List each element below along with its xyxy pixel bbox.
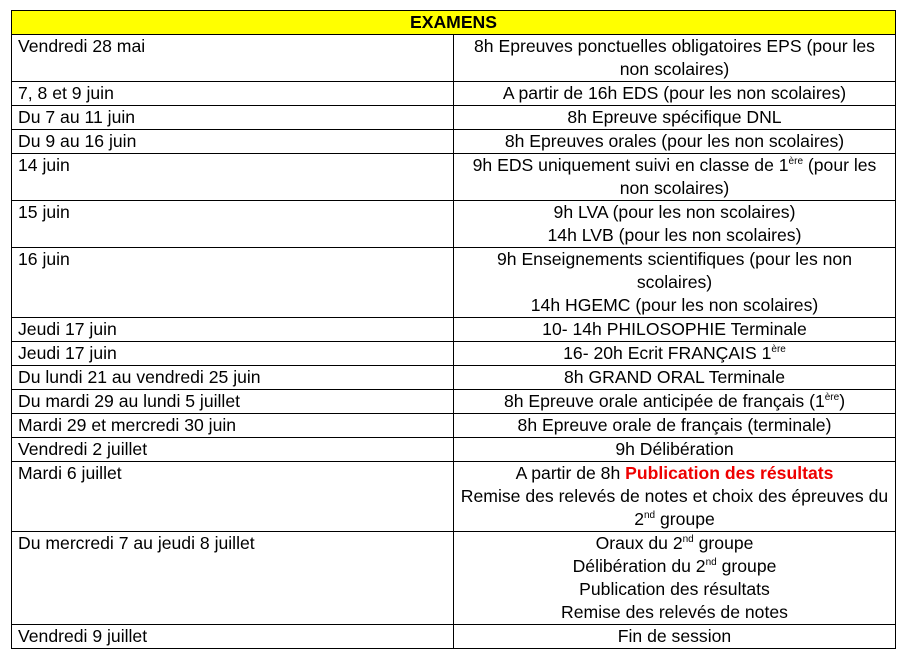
table-row bbox=[12, 35, 896, 82]
table-row bbox=[12, 390, 896, 414]
row-date: Du mercredi 7 au jeudi 8 juillet bbox=[12, 532, 454, 625]
event-text: A partir de 8h bbox=[515, 463, 626, 483]
row-date: Mardi 6 juillet bbox=[12, 462, 454, 532]
row-event: 10- 14h PHILOSOPHIE Terminale bbox=[454, 318, 896, 342]
row-event bbox=[454, 342, 896, 366]
superscript: ère bbox=[824, 392, 840, 403]
row-date: Mardi 29 et mercredi 30 juin bbox=[12, 414, 454, 438]
table-row bbox=[12, 248, 896, 318]
row-event: 8h Epreuves orales (pour les non scolaires) bbox=[454, 130, 896, 154]
table-row bbox=[12, 154, 896, 201]
event-line bbox=[460, 532, 889, 555]
event-line: 9h Enseignements scientifiques (pour les non scolaires) bbox=[496, 249, 853, 292]
table-row bbox=[12, 438, 896, 462]
row-date: 16 juin bbox=[12, 248, 454, 318]
row-date: Du mardi 29 au lundi 5 juillet bbox=[12, 390, 454, 414]
row-event: 8h Epreuves ponctuelles obligatoires EPS (pour les non scolaires) bbox=[454, 35, 896, 82]
event-line: Remise des relevés de notes bbox=[561, 602, 788, 622]
event-line bbox=[460, 462, 889, 485]
event-text: Oraux du 2 bbox=[595, 533, 683, 553]
superscript: ère bbox=[788, 156, 803, 167]
superscript: ère bbox=[771, 344, 786, 355]
row-event bbox=[454, 248, 896, 318]
table-row bbox=[12, 532, 896, 625]
table-row bbox=[12, 106, 896, 130]
superscript: nd bbox=[644, 510, 656, 521]
table-row bbox=[12, 342, 896, 366]
superscript: nd bbox=[705, 557, 717, 568]
event-line: Publication des résultats bbox=[579, 579, 770, 599]
event-line: 9h LVA (pour les non scolaires) bbox=[553, 202, 796, 222]
event-text: groupe bbox=[693, 533, 754, 553]
row-date: Vendredi 2 juillet bbox=[12, 438, 454, 462]
row-event: A partir de 16h EDS (pour les non scolaires) bbox=[454, 82, 896, 106]
table-row bbox=[12, 318, 896, 342]
row-date: Vendredi 9 juillet bbox=[12, 625, 454, 649]
table-row bbox=[12, 201, 896, 248]
row-event bbox=[454, 390, 896, 414]
row-event bbox=[454, 462, 896, 532]
event-text: (pour les non scolaires) bbox=[619, 155, 877, 198]
table-row bbox=[12, 130, 896, 154]
event-text: 16- 20h Ecrit FRANÇAIS 1 bbox=[563, 343, 772, 363]
exam-schedule-table bbox=[11, 10, 896, 649]
event-text: Délibération du 2 bbox=[572, 556, 706, 576]
event-text: groupe bbox=[655, 509, 715, 529]
table-row bbox=[12, 625, 896, 649]
row-date: Du 9 au 16 juin bbox=[12, 130, 454, 154]
event-line: 14h HGEMC (pour les non scolaires) bbox=[530, 295, 819, 315]
table-header-row bbox=[12, 11, 896, 35]
row-date: Du lundi 21 au vendredi 25 juin bbox=[12, 366, 454, 390]
row-date: Du 7 au 11 juin bbox=[12, 106, 454, 130]
row-event: 9h Délibération bbox=[454, 438, 896, 462]
event-text: 8h Epreuve orale anticipée de français (1 bbox=[503, 391, 825, 411]
event-text: 9h EDS uniquement suivi en classe de 1 bbox=[472, 155, 789, 175]
table-row bbox=[12, 366, 896, 390]
row-date: Jeudi 17 juin bbox=[12, 342, 454, 366]
row-date: 14 juin bbox=[12, 154, 454, 201]
event-line bbox=[460, 485, 889, 531]
event-text: groupe bbox=[716, 556, 777, 576]
row-event bbox=[454, 201, 896, 248]
table-row bbox=[12, 414, 896, 438]
row-event: 8h GRAND ORAL Terminale bbox=[454, 366, 896, 390]
table-row bbox=[12, 82, 896, 106]
row-event bbox=[454, 154, 896, 201]
table-title: EXAMENS bbox=[12, 11, 896, 35]
table-row bbox=[12, 462, 896, 532]
row-event: 8h Epreuve spécifique DNL bbox=[454, 106, 896, 130]
row-event: 8h Epreuve orale de français (terminale) bbox=[454, 414, 896, 438]
row-event: Fin de session bbox=[454, 625, 896, 649]
event-line bbox=[460, 555, 889, 578]
event-text: Remise des relevés de notes et choix des épreuves du 2 bbox=[460, 486, 889, 529]
row-date: Vendredi 28 mai bbox=[12, 35, 454, 82]
row-event bbox=[454, 532, 896, 625]
event-text: ) bbox=[839, 391, 846, 411]
row-date: Jeudi 17 juin bbox=[12, 318, 454, 342]
row-date: 7, 8 et 9 juin bbox=[12, 82, 454, 106]
row-date: 15 juin bbox=[12, 201, 454, 248]
event-line: 14h LVB (pour les non scolaires) bbox=[547, 225, 802, 245]
results-highlight: Publication des résultats bbox=[625, 463, 834, 483]
superscript: nd bbox=[682, 534, 694, 545]
